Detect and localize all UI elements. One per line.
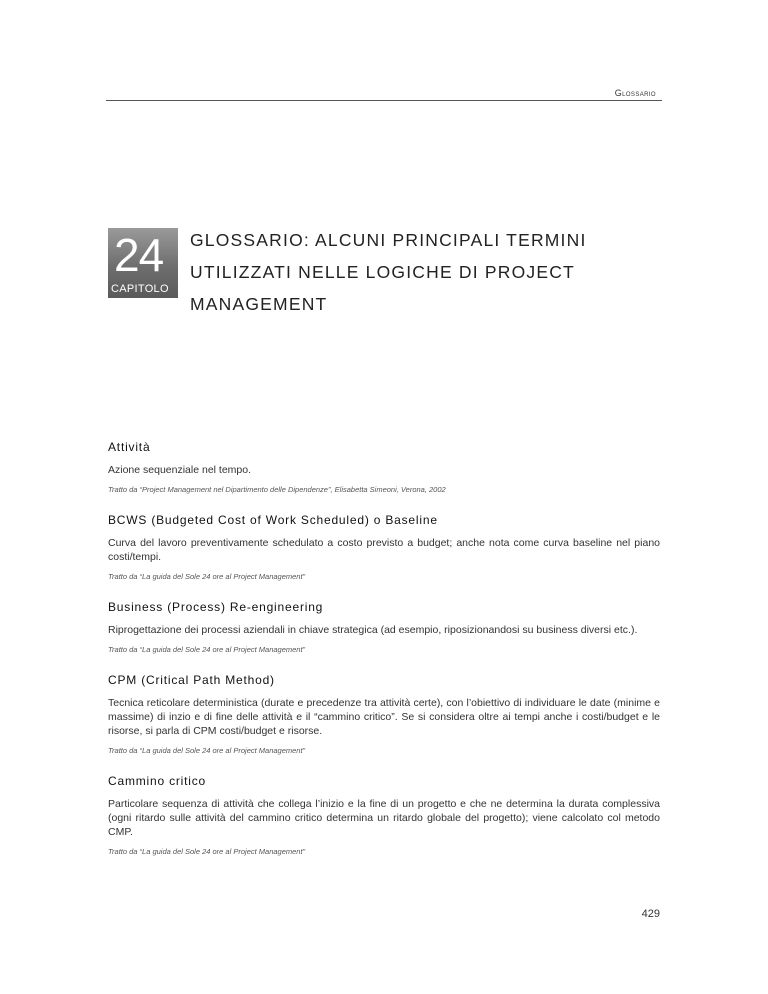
running-header: Glossario <box>614 88 656 98</box>
glossary-source: Tratto da “La guida del Sole 24 ore al Project Management” <box>108 746 306 755</box>
glossary-term: Attività <box>108 440 151 454</box>
glossary-entry-business-reengineering <box>108 600 660 654</box>
glossary-source: Tratto da “La guida del Sole 24 ore al Project Management” <box>108 572 306 581</box>
glossary-term: Business (Process) Re-engineering <box>108 600 324 614</box>
glossary-definition: Tecnica reticolare deterministica (durate e precedenze tra attività certe), con l’obiettivo di individuare le date (minime e massime) di inzio e di fine delle attività e il “cammino critico”. Se si considera oltre ai tempi anche i costi/budget e le risorse, si parla di CPM costi/budget e risorse. <box>108 697 660 737</box>
header-rule <box>106 100 662 101</box>
glossary-entry-cammino-critico <box>108 774 660 856</box>
glossary-definition: Riprogettazione dei processi aziendali in chiave strategica (ad esempio, riposizionandosi su business diversi etc.). <box>108 624 638 636</box>
glossary-list <box>108 440 660 875</box>
chapter-badge <box>108 228 178 298</box>
glossary-entry-bcws <box>108 513 660 581</box>
glossary-definition: Azione sequenziale nel tempo. <box>108 464 252 476</box>
glossary-term: BCWS (Budgeted Cost of Work Scheduled) o Baseline <box>108 513 438 527</box>
glossary-source: Tratto da “La guida del Sole 24 ore al Project Management” <box>108 645 306 654</box>
chapter-number: 24 <box>114 229 164 281</box>
glossary-entry-cpm <box>108 673 660 755</box>
glossary-term: CPM (Critical Path Method) <box>108 673 275 687</box>
glossary-source: Tratto da “La guida del Sole 24 ore al Project Management” <box>108 847 306 856</box>
glossary-source: Tratto da “Project Management nel Dipartimento delle Dipendenze”, Elisabetta Simeoni, Verona, 2002 <box>108 485 446 494</box>
glossary-definition: Curva del lavoro preventivamente schedulato a costo previsto a budget; anche nota come curva baseline nel piano costi/tempi. <box>108 537 660 563</box>
chapter-title: GLOSSARIO: ALCUNI PRINCIPALI TERMINI UTILIZZATI NELLE LOGICHE DI PROJECT MANAGEMENT <box>190 230 587 314</box>
chapter-label: CAPITOLO <box>111 283 169 295</box>
glossary-definition: Particolare sequenza di attività che collega l’inizio e la fine di un progetto e che ne determina la durata complessiva (ogni ritardo sulle attività del cammino critico determina un ritardo globale del progetto); viene calcolato col metodo CMP. <box>108 798 660 838</box>
glossary-term: Cammino critico <box>108 774 207 788</box>
glossary-entry-attivita <box>108 440 660 494</box>
page-number: 429 <box>641 908 660 920</box>
